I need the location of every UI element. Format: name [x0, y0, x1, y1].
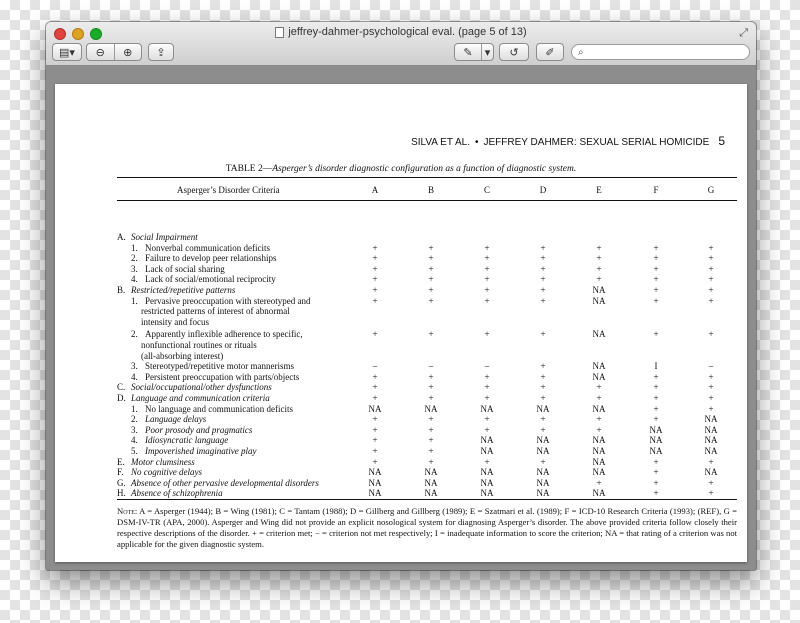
cell-g: +	[708, 393, 714, 403]
cell-e: NA	[592, 371, 606, 382]
cell-b: +	[428, 274, 434, 285]
cell-f: NA	[649, 446, 663, 456]
window-title-text: jeffrey-dahmer-psychological eval. (page 5 of 13)	[288, 26, 527, 38]
cell-b: +	[428, 371, 434, 382]
column-header-g: G	[707, 185, 715, 195]
cell-c: +	[484, 456, 490, 467]
cell-c: +	[484, 285, 490, 295]
cell-g: +	[708, 477, 714, 488]
row-label: nonfunctional routines or rituals	[141, 340, 257, 350]
cell-g: +	[708, 329, 714, 340]
cell-c: +	[484, 414, 490, 425]
cell-g: +	[708, 403, 714, 414]
cell-b: +	[428, 263, 434, 274]
pen-annotate-icon: ✎	[463, 46, 473, 59]
running-head-authors: SILVA ET AL.	[411, 137, 470, 148]
row-label: Restricted/repetitive patterns	[131, 285, 236, 295]
column-header-a: A	[371, 185, 379, 195]
row-number: 4.	[131, 371, 138, 382]
row-number: H.	[117, 488, 126, 499]
cell-e: NA	[592, 488, 606, 499]
cell-f: +	[653, 295, 659, 306]
sidebar-view-button[interactable]	[52, 43, 82, 61]
table-caption	[55, 164, 747, 174]
cell-a: +	[372, 285, 378, 295]
cell-g: –	[708, 361, 714, 372]
table-caption-prefix: TABLE 2—	[225, 164, 273, 174]
cell-g: +	[708, 263, 714, 274]
cell-d: +	[540, 263, 546, 274]
cell-c: NA	[480, 403, 494, 414]
cell-b: +	[428, 242, 434, 253]
cell-d: +	[540, 274, 546, 285]
table-bottom-rule	[117, 499, 737, 500]
row-label: Stereotyped/repetitive motor mannerisms	[145, 361, 294, 372]
row-label: Failure to develop peer relationships	[145, 253, 277, 264]
cell-a: +	[372, 414, 378, 425]
cell-e: +	[596, 253, 602, 264]
cell-g: +	[708, 488, 714, 499]
fullscreen-icon[interactable]: ⤢	[739, 27, 748, 39]
running-head-title: JEFFREY DAHMER: SEXUAL SERIAL HOMICIDE	[483, 137, 710, 148]
document-icon	[275, 27, 284, 38]
cell-f: +	[653, 467, 659, 478]
row-number: 3.	[131, 424, 138, 435]
cell-d: +	[540, 382, 546, 393]
rotate-button[interactable]	[499, 43, 529, 61]
row-label: Absence of schizophrenia	[131, 488, 223, 499]
row-number: B.	[117, 285, 126, 295]
row-label: Poor prosody and pragmatics	[145, 424, 253, 435]
cell-f: +	[653, 274, 659, 285]
table-caption-title: Asperger’s disorder diagnostic configuration as a function of diagnostic system.	[272, 164, 577, 174]
running-head	[411, 134, 725, 148]
cell-a: +	[372, 456, 378, 467]
row-number: 2.	[131, 253, 138, 264]
cell-b: NA	[424, 477, 438, 488]
cell-a: +	[372, 242, 378, 253]
cell-a: +	[372, 263, 378, 274]
cell-a: NA	[368, 488, 382, 499]
cell-a: +	[372, 295, 378, 306]
cell-a: +	[372, 446, 378, 456]
cell-f: +	[653, 371, 659, 382]
cell-g: NA	[704, 467, 718, 478]
cell-d: NA	[536, 446, 550, 456]
cell-d: +	[540, 414, 546, 425]
cell-g: +	[708, 382, 714, 393]
cell-g: NA	[704, 446, 718, 456]
row-number: 5.	[131, 446, 138, 456]
row-label: Absence of other pervasive developmental disorders	[131, 477, 319, 488]
row-number: A.	[117, 232, 126, 242]
zoom-in-icon: ⊕	[123, 46, 133, 59]
cell-d: +	[540, 456, 546, 467]
cell-e: NA	[592, 329, 606, 340]
cell-a: NA	[368, 403, 382, 414]
row-number: C.	[117, 382, 126, 393]
cell-d: NA	[536, 477, 550, 488]
cell-b: +	[428, 295, 434, 306]
cell-d: +	[540, 424, 546, 435]
cell-g: NA	[704, 424, 718, 435]
sidebar-view-icon: ▤▾	[59, 46, 75, 59]
cell-g: +	[708, 456, 714, 467]
cell-g: +	[708, 253, 714, 264]
row-label: intensity and focus	[141, 316, 209, 327]
page-number: 5	[718, 134, 725, 148]
cell-f: +	[653, 414, 659, 425]
cell-a: +	[372, 424, 378, 435]
cell-b: –	[428, 361, 434, 372]
cell-g: +	[708, 295, 714, 306]
cell-b: +	[428, 329, 434, 340]
row-label: Language and communication criteria	[131, 393, 270, 403]
window-title	[46, 26, 756, 38]
cell-b: NA	[424, 488, 438, 499]
row-label: No cognitive delays	[131, 467, 202, 478]
zoom-control	[86, 43, 142, 61]
cell-e: +	[596, 263, 602, 274]
cell-f: NA	[649, 424, 663, 435]
cell-e: NA	[592, 467, 606, 478]
table-note	[117, 506, 737, 550]
row-label: Lack of social sharing	[145, 263, 225, 274]
cell-f: +	[653, 285, 659, 295]
cell-f: +	[653, 403, 659, 414]
cell-d: +	[540, 285, 546, 295]
share-button[interactable]	[148, 43, 174, 61]
cell-b: NA	[424, 467, 438, 478]
row-number: 2.	[131, 329, 138, 340]
cell-f: +	[653, 382, 659, 393]
cell-d: +	[540, 253, 546, 264]
row-number: 1.	[131, 403, 138, 414]
cell-c: +	[484, 382, 490, 393]
row-number: 4.	[131, 274, 138, 285]
row-number: D.	[117, 393, 126, 403]
column-header-b: B	[427, 185, 434, 195]
table-header	[117, 180, 737, 200]
cell-e: +	[596, 382, 602, 393]
cell-c: +	[484, 263, 490, 274]
row-number: G.	[117, 477, 126, 488]
cell-g: NA	[704, 435, 718, 446]
row-label: Pervasive preoccupation with stereotyped and	[145, 295, 311, 306]
cell-g: +	[708, 371, 714, 382]
cell-e: +	[596, 274, 602, 285]
column-header-c: C	[483, 185, 490, 195]
cell-f: +	[653, 253, 659, 264]
column-header-d: D	[539, 185, 547, 195]
annotate-dropdown-icon[interactable]: ▾	[481, 44, 493, 60]
cell-c: NA	[480, 435, 494, 446]
row-label: Motor clumsiness	[131, 456, 195, 467]
preview-window	[46, 22, 756, 570]
cell-c: NA	[480, 477, 494, 488]
row-label: restricted patterns of interest of abnormal	[141, 306, 290, 317]
table-header-rule	[117, 200, 737, 201]
cell-c: NA	[480, 467, 494, 478]
cell-d: NA	[536, 403, 550, 414]
row-label: Social/occupational/other dysfunctions	[131, 382, 272, 393]
cell-f: +	[653, 456, 659, 467]
row-label: Lack of social/emotional reciprocity	[145, 274, 276, 285]
cell-f: I	[654, 361, 658, 372]
cell-e: NA	[592, 456, 606, 467]
cell-f: +	[653, 242, 659, 253]
document-page	[55, 84, 747, 562]
row-label: (all-absorbing interest)	[141, 350, 224, 361]
cell-f: +	[653, 477, 659, 488]
cell-c: +	[484, 242, 490, 253]
cell-e: +	[596, 393, 602, 403]
cell-e: NA	[592, 361, 606, 372]
cell-c: –	[484, 361, 490, 372]
cell-a: +	[372, 329, 378, 340]
row-label: Impoverished imaginative play	[145, 446, 257, 456]
rotate-icon: ↺	[509, 46, 519, 59]
search-input[interactable]	[571, 44, 750, 60]
row-label: Nonverbal communication deficits	[145, 242, 270, 253]
note-text: A = Asperger (1944); B = Wing (1981); C = Tantam (1988); D = Gillberg and Gillberg (1989); E = Szatmari et al. (1989); F = ICD-10 Research Criteria (1993); (REF), G = DSM-IV-TR (APA, 2000). Asperger and Wing did not provide an explicit nosological system for diagnosing Asperger’s disorder. The above provided criteria follow closely their respective descriptions of the disorder. + = criterion met; − = criterion not met respectively; I = inadequate information to score the criterion; NA = that rating of a criterion was not applicable for the given diagnostic system.	[117, 506, 737, 549]
row-number: F.	[117, 467, 124, 478]
cell-e: NA	[592, 435, 606, 446]
cell-a: +	[372, 371, 378, 382]
cell-a: +	[372, 382, 378, 393]
cell-c: +	[484, 329, 490, 340]
cell-a: NA	[368, 477, 382, 488]
cell-d: +	[540, 242, 546, 253]
cell-e: +	[596, 424, 602, 435]
cell-e: NA	[592, 403, 606, 414]
row-number: 4.	[131, 435, 138, 446]
cell-g: +	[708, 285, 714, 295]
cell-c: +	[484, 371, 490, 382]
cell-b: +	[428, 285, 434, 295]
row-number: E.	[117, 456, 125, 467]
note-label: Note:	[117, 506, 138, 516]
cell-a: NA	[368, 467, 382, 478]
cell-d: +	[540, 361, 546, 372]
share-icon: ⇪	[156, 46, 166, 59]
edit-icon: ✐	[545, 46, 555, 59]
cell-g: +	[708, 242, 714, 253]
cell-c: +	[484, 253, 490, 264]
cell-b: +	[428, 393, 434, 403]
cell-f: +	[653, 488, 659, 499]
cell-d: NA	[536, 467, 550, 478]
cell-b: +	[428, 456, 434, 467]
cell-c: +	[484, 424, 490, 435]
cell-c: NA	[480, 446, 494, 456]
cell-a: +	[372, 435, 378, 446]
cell-b: +	[428, 382, 434, 393]
cell-b: +	[428, 253, 434, 264]
cell-d: NA	[536, 488, 550, 499]
cell-b: NA	[424, 403, 438, 414]
cell-e: NA	[592, 285, 606, 295]
cell-f: +	[653, 393, 659, 403]
cell-c: +	[484, 274, 490, 285]
cell-e: NA	[592, 446, 606, 456]
row-label: Social Impairment	[131, 232, 198, 242]
annotate-button[interactable]	[454, 43, 494, 61]
column-header-e: E	[596, 185, 602, 195]
row-label: No language and communication deficits	[145, 403, 293, 414]
edit-button[interactable]	[536, 43, 564, 61]
zoom-out-icon: ⊖	[95, 46, 105, 59]
row-label: Apparently inflexible adherence to specific,	[145, 329, 303, 340]
cell-f: +	[653, 263, 659, 274]
row-number: 3.	[131, 361, 138, 372]
table-top-rule	[117, 177, 737, 178]
cell-d: +	[540, 371, 546, 382]
cell-e: +	[596, 242, 602, 253]
cell-c: +	[484, 295, 490, 306]
cell-c: NA	[480, 488, 494, 499]
criteria-column-header: Asperger’s Disorder Criteria	[177, 185, 280, 195]
cell-g: +	[708, 274, 714, 285]
title-bar[interactable]	[46, 22, 756, 66]
row-label: Idiosyncratic language	[145, 435, 229, 446]
cell-b: +	[428, 446, 434, 456]
cell-e: +	[596, 477, 602, 488]
cell-d: +	[540, 295, 546, 306]
magnifier-icon: ⌕	[578, 46, 584, 58]
cell-c: +	[484, 393, 490, 403]
cell-g: NA	[704, 414, 718, 425]
cell-a: +	[372, 393, 378, 403]
zoom-in-button[interactable]	[114, 44, 142, 60]
cell-e: NA	[592, 295, 606, 306]
row-number: 1.	[131, 295, 138, 306]
running-head-bullet: •	[475, 137, 479, 148]
cell-a: –	[372, 361, 378, 372]
row-number: 3.	[131, 263, 138, 274]
cell-f: +	[653, 329, 659, 340]
row-label: Language delays	[145, 414, 207, 425]
row-label: Persistent preoccupation with parts/objects	[145, 371, 300, 382]
zoom-out-button[interactable]	[87, 44, 114, 60]
cell-b: +	[428, 414, 434, 425]
cell-f: NA	[649, 435, 663, 446]
cell-b: +	[428, 435, 434, 446]
cell-b: +	[428, 424, 434, 435]
cell-d: +	[540, 329, 546, 340]
cell-a: +	[372, 253, 378, 264]
cell-d: NA	[536, 435, 550, 446]
row-number: 2.	[131, 414, 138, 425]
cell-e: +	[596, 414, 602, 425]
row-number: 1.	[131, 242, 138, 253]
cell-a: +	[372, 274, 378, 285]
column-header-f: F	[653, 185, 659, 195]
cell-d: +	[540, 393, 546, 403]
